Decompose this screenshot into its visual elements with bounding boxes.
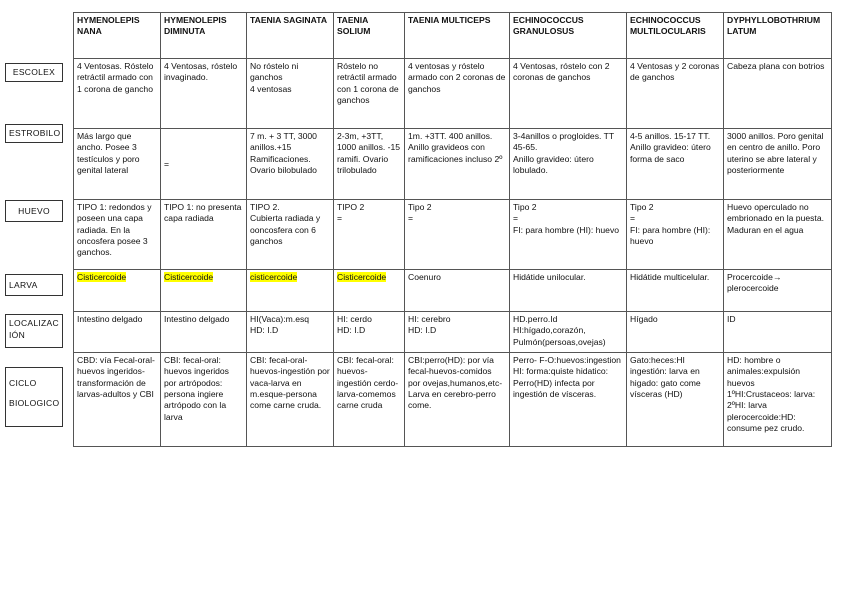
cell-huevo: TIPO 2 =	[334, 200, 405, 270]
cell-ciclo: Gato:heces:HI ingestión: larva en higado: gato come vísceras (HD)	[627, 353, 724, 447]
parasite-comparison-table	[73, 12, 832, 447]
cell-localizacion: Intestino delgado	[74, 312, 161, 353]
cell-escolex: 4 Ventosas. Róstelo retráctil armado con 1 corona de gancho	[74, 59, 161, 129]
cell-huevo: TIPO 1: redondos y poseen una capa radiada. En la oncosfera posee 3 ganchos.	[74, 200, 161, 270]
table-row-huevo	[74, 200, 832, 270]
table-header-row	[74, 13, 832, 59]
cell-larva: Coenuro	[405, 270, 510, 312]
cell-localizacion: HI(Vaca):m.esq HD: I.D	[247, 312, 334, 353]
cell-larva	[334, 270, 405, 312]
cell-ciclo: HD: hombre o animales:expulsión huevos 1ºHI:Crustaceos: larva: 2ºHI: larva plerocercoide:HD: consume pez crudo.	[724, 353, 832, 447]
cell-localizacion: HD.perro.Id HI:hígado,corazón, Pulmón(persoas,ovejas)	[510, 312, 627, 353]
cell-ciclo: CBI: fecal-oral: huevos ingeridos por artrópodos: persona ingiere artrópodo con la larva	[161, 353, 247, 447]
cell-estrobilo: 2-3m, +3TT, 1000 anillos. -15 ramifi. Ovario trilobulado	[334, 129, 405, 200]
cell-estrobilo: 1m. +3TT. 400 anillos. Anillo gravideos con ramificaciones incluso 2º	[405, 129, 510, 200]
cell-escolex: 4 Ventosas y 2 coronas de ganchos	[627, 59, 724, 129]
cell-ciclo: CBI: fecal-oral: huevos-ingestión cerdo-larva-comemos carne cruda	[334, 353, 405, 447]
cell-escolex: Cabeza plana con botrios	[724, 59, 832, 129]
cell-huevo: TIPO 1: no presenta capa radiada	[161, 200, 247, 270]
cell-localizacion: HI: cerdo HD: I.D	[334, 312, 405, 353]
table-row-escolex	[74, 59, 832, 129]
cell-larva	[247, 270, 334, 312]
row-label-estrobilo	[5, 124, 63, 143]
cell-larva	[74, 270, 161, 312]
header-hymenolepis-diminuta: HYMENOLEPIS DIMINUTA	[161, 13, 247, 59]
cell-localizacion: Hígado	[627, 312, 724, 353]
cell-estrobilo: 7 m. + 3 TT, 3000 anillos.+15 Ramificaciones. Ovario bilobulado	[247, 129, 334, 200]
cell-localizacion: ID	[724, 312, 832, 353]
cell-ciclo: CBI:perro(HD): por vía fecal-huevos-comidos por ovejas,humanos,etc-Larva en cerebro-perro come.	[405, 353, 510, 447]
cell-huevo: Tipo 2 = FI: para hombre (HI): huevo	[627, 200, 724, 270]
table-row-estrobilo	[74, 129, 832, 200]
cell-estrobilo: 3000 anillos. Poro genital en centro de anillo. Poro uterino se abre lateral y posteriormente	[724, 129, 832, 200]
cell-localizacion: Intestino delgado	[161, 312, 247, 353]
cell-estrobilo: Más largo que ancho. Posee 3 testículos y poro genital lateral	[74, 129, 161, 200]
table-row-localizacion	[74, 312, 832, 353]
table-row-ciclo	[74, 353, 832, 447]
header-taenia-saginata: TAENIA SAGINATA	[247, 13, 334, 59]
row-label-larva-text: LARVA	[9, 280, 38, 290]
header-dyphyllobothrium-latum: DYPHYLLOBOTHRIUM LATUM	[724, 13, 832, 59]
row-label-localizacion	[5, 314, 63, 348]
header-taenia-solium: TAENIA SOLIUM	[334, 13, 405, 59]
cell-larva: Hidátide unilocular.	[510, 270, 627, 312]
highlighted-text: Cisticercoide	[77, 272, 127, 282]
cell-huevo: Tipo 2 =	[405, 200, 510, 270]
cell-ciclo: CBD: vía Fecal-oral- huevos ingeridos-transformación de larvas-adultos y CBI	[74, 353, 161, 447]
cell-huevo: TIPO 2. Cubierta radiada y ooncosfera con 6 ganchos	[247, 200, 334, 270]
cell-escolex: Róstelo no retráctil armado con 1 corona de ganchos	[334, 59, 405, 129]
header-taenia-multiceps: TAENIA MULTICEPS	[405, 13, 510, 59]
cell-huevo: Tipo 2 = FI: para hombre (HI): huevo	[510, 200, 627, 270]
cell-estrobilo: 4-5 anillos. 15-17 TT. Anillo gravideo: útero forma de saco	[627, 129, 724, 200]
cell-huevo: Huevo operculado no embrionado en la puesta. Maduran en el agua	[724, 200, 832, 270]
cell-escolex: 4 ventosas y róstelo armado con 2 coronas de ganchos	[405, 59, 510, 129]
row-label-escolex	[5, 63, 63, 82]
row-label-larva	[5, 274, 63, 296]
cell-ciclo: Perro- F-O:huevos:ingestion HI: forma:quiste hidatico: Perro(HD) infecta por ingestión de vísceras.	[510, 353, 627, 447]
row-label-estrobilo-text: ESTROBILO	[9, 128, 61, 138]
row-label-huevo	[5, 200, 63, 222]
highlighted-text: Cisticercoide	[337, 272, 387, 282]
table-row-larva	[74, 270, 832, 312]
row-label-escolex-text: ESCOLEX	[12, 67, 56, 77]
cell-estrobilo: =	[161, 129, 247, 200]
cell-escolex: 4 Ventosas, róstelo invaginado.	[161, 59, 247, 129]
header-hymenolepis-nana: HYMENOLEPIS NANA	[74, 13, 161, 59]
cell-escolex: No róstelo ni ganchos 4 ventosas	[247, 59, 334, 129]
cell-larva: Procercoide→ plerocercoide	[724, 270, 832, 312]
cell-escolex: 4 Ventosas, róstelo con 2 coronas de ganchos	[510, 59, 627, 129]
row-label-huevo-text: HUEVO	[18, 206, 50, 216]
highlighted-text: Cisticercoide	[164, 272, 214, 282]
cell-estrobilo: 3-4anillos o progloides. TT 45-65. Anillo gravideo: útero lobulado.	[510, 129, 627, 200]
cell-ciclo: CBI: fecal-oral-huevos-ingestión por vaca-larva en m.esque-persona come carne cruda.	[247, 353, 334, 447]
header-echinococcus-multilocularis: ECHINOCOCCUS MULTILOCULARIS	[627, 13, 724, 59]
row-label-ciclo	[5, 367, 63, 427]
cell-larva	[161, 270, 247, 312]
header-echinococcus-granulosus: ECHINOCOCCUS GRANULOSUS	[510, 13, 627, 59]
row-label-localizacion-text: LOCALIZACIÓN	[9, 318, 59, 341]
highlighted-text: cisticercoide	[250, 272, 298, 282]
row-label-ciclo-text: CICLO BIOLOGICO	[9, 378, 60, 408]
cell-larva: Hidátide multicelular.	[627, 270, 724, 312]
cell-localizacion: HI: cerebro HD: I.D	[405, 312, 510, 353]
